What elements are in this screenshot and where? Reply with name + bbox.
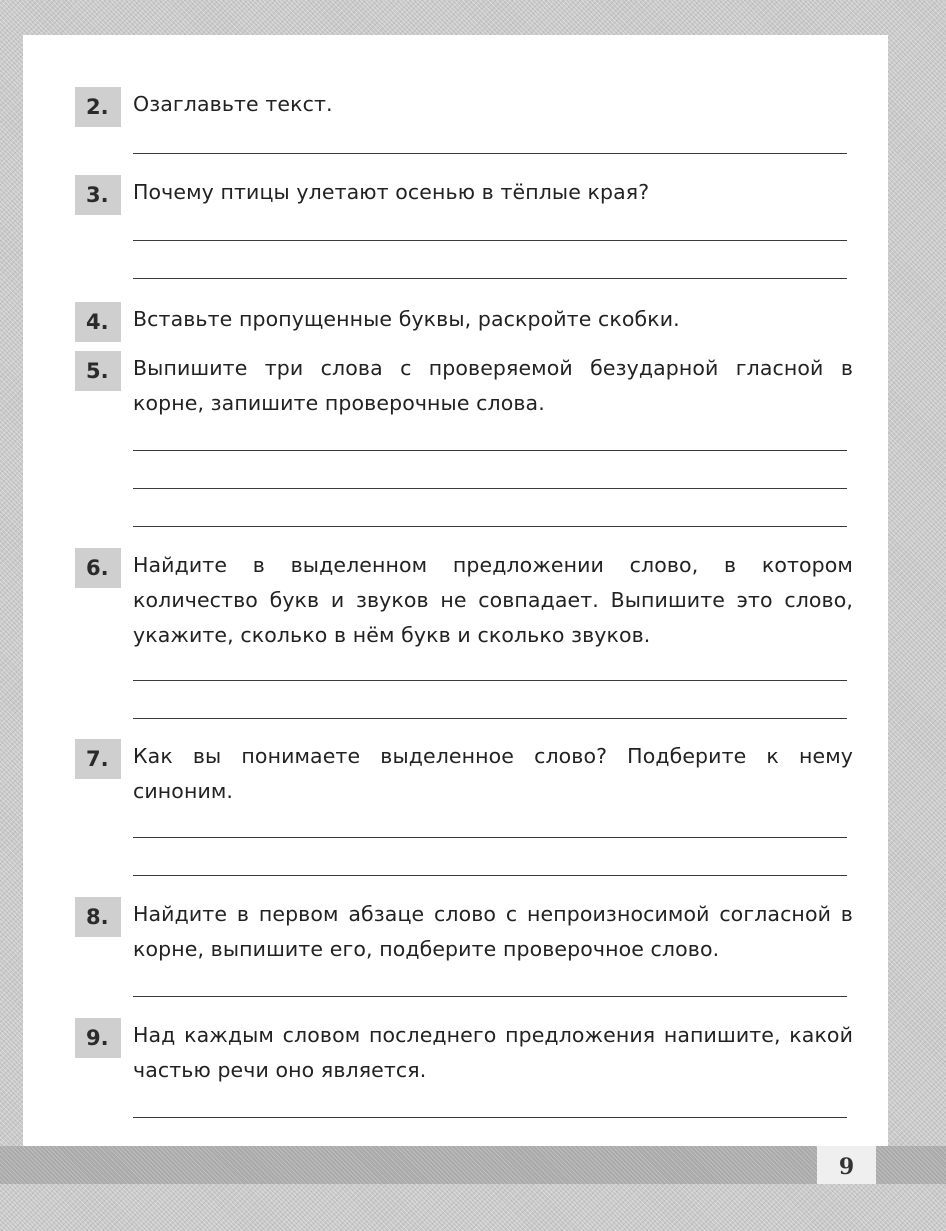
task-text: Найдите в первом абзаце слово с непроизносимой согласной в корне, выпишите его, подберите проверочное слово. xyxy=(133,902,853,961)
task-text: Почему птицы улетают осенью в тёплые края? xyxy=(133,180,650,204)
task-number: 2. xyxy=(75,87,121,127)
answer-line[interactable] xyxy=(133,278,847,279)
task-number: 3. xyxy=(75,175,121,215)
answer-line[interactable] xyxy=(133,488,847,489)
task-number: 6. xyxy=(75,548,121,588)
task-text: Как вы понимаете выделенное слово? Подберите к нему синоним. xyxy=(133,744,853,803)
answer-line[interactable] xyxy=(133,996,847,997)
task-number: 5. xyxy=(75,351,121,391)
answer-line[interactable] xyxy=(133,526,847,527)
task-number: 9. xyxy=(75,1018,121,1058)
task-text: Вставьте пропущенные буквы, раскройте скобки. xyxy=(133,307,680,331)
worksheet-page xyxy=(23,35,888,1156)
answer-line[interactable] xyxy=(133,837,847,838)
task-number: 8. xyxy=(75,897,121,937)
task-number: 4. xyxy=(75,302,121,342)
answer-line[interactable] xyxy=(133,240,847,241)
task-number: 7. xyxy=(75,739,121,779)
answer-line[interactable] xyxy=(133,718,847,719)
task-text: Над каждым словом последнего предложения напишите, какой частью речи оно является. xyxy=(133,1023,853,1082)
answer-line[interactable] xyxy=(133,680,847,681)
footer-band xyxy=(0,1146,946,1184)
answer-line[interactable] xyxy=(133,153,847,154)
task-text: Найдите в выделенном предложении слово, в котором количество букв и звуков не совпадает. Выпишите это слово, укажите, сколько в нём букв и сколько звуков. xyxy=(133,553,853,647)
answer-line[interactable] xyxy=(133,450,847,451)
answer-line[interactable] xyxy=(133,1117,847,1118)
page-number-text: 9 xyxy=(838,1154,855,1180)
task-text: Озаглавьте текст. xyxy=(133,92,333,116)
task-text: Выпишите три слова с проверяемой безударной гласной в корне, запишите проверочные слова. xyxy=(133,356,853,415)
answer-line[interactable] xyxy=(133,875,847,876)
page-number xyxy=(817,1146,876,1184)
